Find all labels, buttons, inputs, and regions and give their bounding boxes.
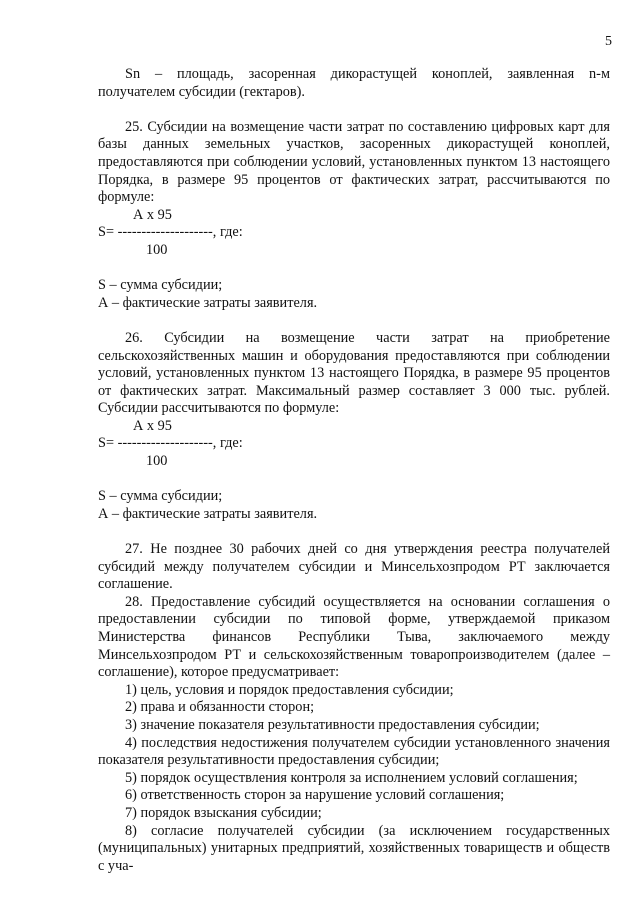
- sn-definition: Sn – площадь, засоренная дикорастущей коноплей, заявленная n-м получателем субсидии (гектаров).: [98, 66, 610, 100]
- document-body: [98, 66, 610, 875]
- formula-numerator: А х 95: [133, 206, 172, 223]
- formula-2: [98, 418, 610, 471]
- list-item: 5) порядок осуществления контроля за исполнением условий соглашения;: [125, 769, 578, 786]
- list-item: 7) порядок взыскания субсидии;: [125, 804, 322, 821]
- paragraph-25: 25. Субсидии на возмещение части затрат по составлению цифровых карт для базы данных земельных участков, засоренных дикорастущей коноплей, предоставляются при соблюдении условий, установленных пунктом 13 настоящего Порядка, в размере 95 процентов от фактических затрат, рассчитываются по формуле:: [98, 118, 610, 206]
- list-item: 1) цель, условия и порядок предоставления субсидии;: [125, 681, 454, 698]
- paragraph-28: 28. Предоставление субсидий осуществляется на основании соглашения о предоставлении субсидии по типовой форме, утверждаемой приказом Министерства финансов Республики Тыва, заключаемого между Минсельхозпродом РТ и сельскохозяйственным товаропроизводителем (далее – соглашение), которое предусматривает:: [98, 593, 610, 681]
- formula-numerator: А х 95: [133, 417, 172, 434]
- list-item: 6) ответственность сторон за нарушение условий соглашения;: [125, 787, 505, 804]
- page-number: 5: [605, 34, 612, 49]
- paragraph-26: 26. Субсидии на возмещение части затрат на приобретение сельскохозяйственных машин и оборудования предоставляются при соблюдении условий, установленных пунктом 13 настоящего Порядка, в размере 95 процентов от фактических затрат. Максимальный размер составляет 3 000 тыс. рублей. Субсидии рассчитываются по формуле:: [98, 329, 610, 417]
- formula-denominator: 100: [146, 453, 168, 470]
- legend-a: А – фактические затраты заявителя.: [98, 294, 318, 311]
- legend-s: S – сумма субсидии;: [98, 277, 223, 294]
- list-item: 8) согласие получателей субсидии (за исключением государственных (муниципальных) унитарных предприятий, хозяйственных товариществ и обществ с уча-: [98, 822, 610, 874]
- list-item: 3) значение показателя результативности предоставления субсидии;: [125, 716, 540, 733]
- list-item: 4) последствия недостижения получателем субсидии установленного значения показателя результативности предоставления субсидии;: [98, 734, 610, 769]
- formula-line: S= --------------------, где:: [98, 224, 243, 241]
- formula-line: S= --------------------, где:: [98, 435, 243, 452]
- formula-1: [98, 207, 610, 260]
- paragraph-27: 27. Не позднее 30 рабочих дней со дня утверждения реестра получателей субсидий между получателем субсидии и Минсельхозпродом РТ заключается соглашение.: [98, 541, 610, 593]
- formula-denominator: 100: [146, 241, 168, 258]
- legend-a: А – фактические затраты заявителя.: [98, 505, 318, 522]
- legend-s: S – сумма субсидии;: [98, 488, 223, 505]
- list-item: 2) права и обязанности сторон;: [125, 699, 315, 716]
